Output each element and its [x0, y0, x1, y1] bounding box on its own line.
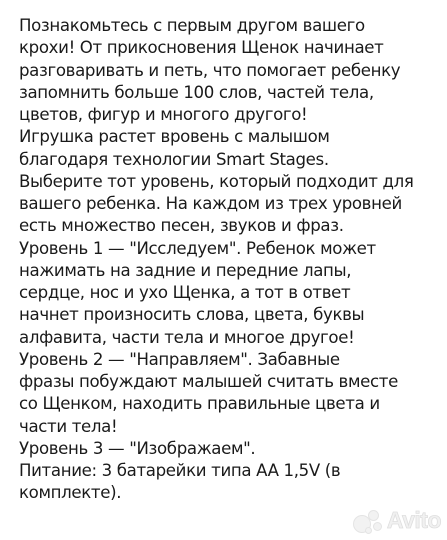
avito-watermark	[353, 507, 441, 534]
text-line: Уровень 3 — "Изображаем".	[19, 438, 256, 458]
text-line: запомнить больше 100 слов, частей тела,	[19, 82, 374, 102]
text-line: части тела!	[19, 416, 118, 436]
text-line: Познакомьтесь с первым другом вашего	[19, 16, 365, 35]
text-line: благодаря технологии Smart Stages.	[19, 149, 329, 169]
text-line: фразы побуждают малышей считать вместе	[19, 372, 398, 391]
text-line: Уровень 1 — "Исследуем". Ребенок может	[19, 238, 376, 258]
avito-logo-icon	[353, 509, 383, 533]
text-line: со Щенком, находить правильные цвета и	[19, 394, 380, 414]
text-line: разговаривать и петь, что помогает ребенку	[19, 60, 401, 80]
text-line: вашего ребенка. На каждом из трех уровней	[19, 194, 402, 213]
text-line: сердце, нос и ухо Щенка, а тот в ответ	[19, 283, 351, 302]
text-line: нажимать на задние и передние лапы,	[19, 260, 352, 280]
text-line: Выберите тот уровень, который подходит для	[19, 171, 414, 191]
text-line: начнет произносить слова, цвета, буквы	[19, 305, 365, 325]
text-line: цветов, фигур и многого другого!	[19, 105, 308, 124]
text-line: есть множество песен, звуков и фраз.	[19, 216, 344, 236]
text-line: крохи! От прикосновения Щенок начинает	[19, 38, 384, 58]
text-line: Уровень 2 — "Направляем". Забавные	[19, 349, 340, 369]
watermark-text: Avito	[386, 507, 441, 533]
text-line: комплекте).	[19, 483, 122, 503]
text-line: алфавита, части тела и многое другое!	[19, 327, 355, 347]
text-line: Игрушка растет вровень с малышом	[19, 127, 330, 147]
description-text	[19, 15, 444, 505]
text-line: Питание: 3 батарейки типа AA 1,5V (в	[19, 461, 341, 480]
